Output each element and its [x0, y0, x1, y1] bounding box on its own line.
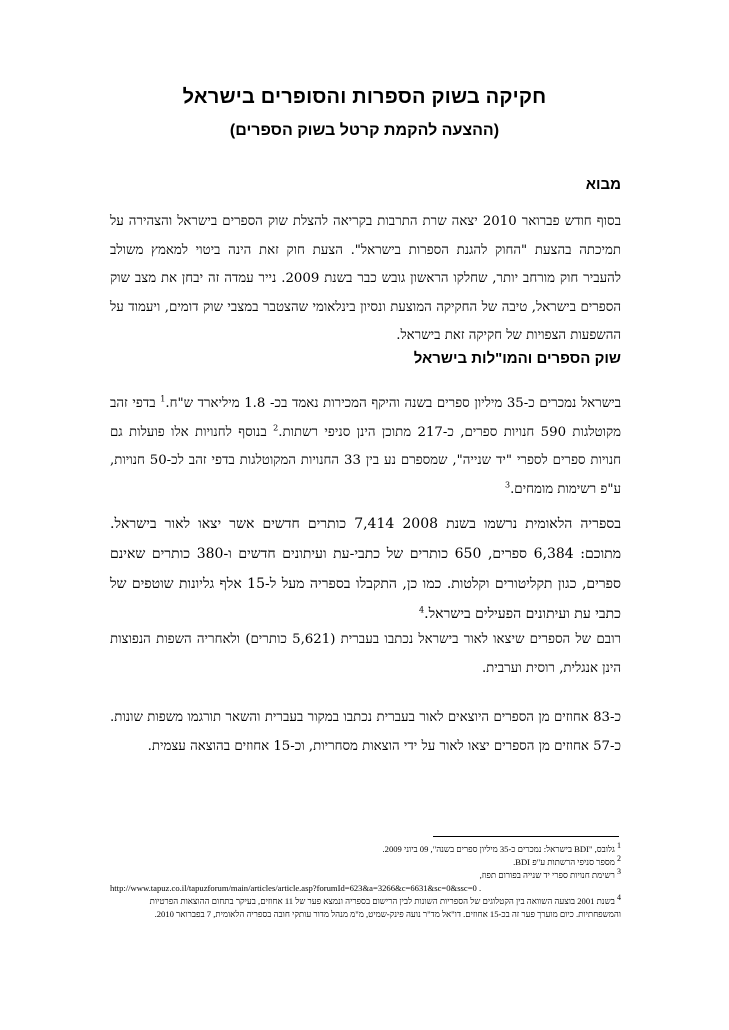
footnote-ref-3: 3	[504, 480, 511, 490]
section-heading-market: שוק הספרים והמו"לות בישראל	[413, 350, 621, 367]
intro-paragraph: בסוף חודש פברואר 2010 יצאה שרת התרבות בקריאה להצלת שוק הספרים בישראל והצהירה על תמיכתה בהצעת "החוק להגנת הספרות בישראל". הצעת חוק זאת הינה ביטוי למאמץ משולב להעביר חוק מורחב יותר, שחלקו הראשון גובש כבר בשנת 2009. נייר עמדה זה יבחן את מצב שוק הספרים בישראל, טיבה של החקיקה המוצעת ונסיון בינלאומי שהצטבר במצבי שוק דומים, ויעמוד על ההשפעות הצפויות של חקיקה זאת בישראל.	[110, 214, 621, 344]
market-paragraph-1-lead: בישראל נמכרים כ-35 מיליון ספרים בשנה והיקף המכירות נאמד בכ- 1.8 מיליארד ש"ח.	[165, 396, 622, 411]
footnote-2	[110, 856, 621, 869]
footnote-number-4: 4	[617, 893, 621, 903]
footnote-url-link[interactable]: http://www.tapuz.co.il/tapuzforum/main/articles/article.asp?forumId=623&a=3266&c=6631&sc=0&ssc=0 .	[110, 883, 482, 893]
market-paragraph-1-cont: בדפי זהב מקוטלגות 590 חנויות ספרים, כ-217 מתוכן הינן סניפי רשתות.	[110, 396, 621, 440]
document-title: חקיקה בשוק הספרות והסופרים בישראל	[182, 86, 547, 108]
footnote-ref-2: 2	[273, 423, 279, 433]
market-paragraph-1-cont2: בנוסף לחנויות אלו פועלות גם חנויות ספרים לספרי "יד שנייה", שמספרם נע בין 33 החנויות המקוטלגות בדפי זהב לכ-50 חנויות, ע"פ רשימות מומחים.	[110, 424, 622, 497]
section-heading-intro: מבוא	[585, 176, 621, 193]
market-paragraph-2	[110, 509, 621, 629]
footnote-number-2: 2	[617, 854, 621, 864]
market-paragraph-1	[110, 390, 621, 504]
footnote-4	[110, 895, 621, 921]
footnote-1-text: גלובס, "BDI בישראל: נמכרים כ-35 מיליון ספרים בשנה", 09 ביוני 2009.	[382, 844, 615, 854]
footnote-3-text: רשימת חנויות ספרי יד שנייה בפורום תפוז,	[479, 870, 615, 880]
footnote-3	[110, 869, 621, 882]
document-subtitle: (ההצעה להקמת קרטל בשוק הספרים)	[229, 122, 500, 139]
footnote-ref-4: 4	[419, 605, 425, 615]
market-paragraph-3: רובם של הספרים שיצאו לאור בישראל נכתבו בעברית (5,621 כותרים) ולאחריה השפות הנפוצות הינן אנגלית, רוסית וערבית.	[110, 632, 622, 676]
footnote-1	[110, 843, 621, 856]
footnote-ref-1: 1	[160, 394, 166, 404]
footnotes	[110, 843, 621, 921]
footnote-2-text: מספר סניפי הרשתות ע"פ BDI.	[513, 857, 615, 867]
market-paragraph-2-text: בספריה הלאומית נרשמו בשנת 2008 7,414 כותרים חדשים אשר יצאו לאור בישראל. מתוכם: 6,384 ספרים, 650 כותרים של כתבי-עת ועיתונים חדשים ו-380 כותרים שאינם ספרים, כגון תקליטורים וקלטות. כמו כן, התקבלו בספריה מעל ל-15 אלף גליונות שוטפים של כתבי עת ועיתונים הפעילים בישראל.	[110, 516, 622, 622]
footnote-divider	[433, 836, 619, 837]
footnote-4-text: בשנת 2001 בוצעה השוואה בין הקטלוגים של הספריות השונות לבין הרישום בספריה ונמצא פער של 11 אחוזים, בעיקר בתחום ההוצאות הפרטיות והמשפחתיות. כיום מוערך פער זה בכ-15 אחוזים. דו"אל מד"ר נועה פינק-שמיט, מ"מ מנהל מדור עותקי חובה בספריה הלאומית, 7 בפברואר 2010.	[149, 896, 621, 919]
footnote-number-3: 3	[617, 867, 621, 877]
market-paragraph-4: כ-83 אחוזים מן הספרים היוצאים לאור בעברית נכתבו במקור בעברית והשאר תורגמו משפות שונות. כ-57 אחוזים מן הספרים יצאו לאור על ידי הוצאות מסחריות, וכ-15 אחוזים בהוצאה עצמית.	[110, 710, 621, 754]
footnote-number-1: 1	[617, 841, 621, 851]
footnote-3-url	[110, 882, 621, 895]
